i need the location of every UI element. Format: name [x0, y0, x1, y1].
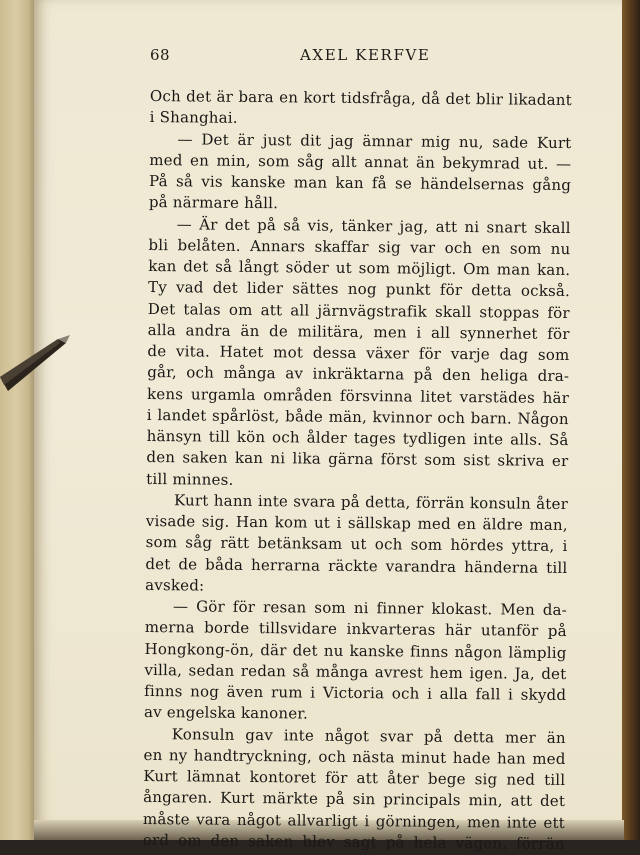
text-line: ångaren. Kurt märkte på sin principals min, att det: [143, 788, 566, 811]
text-line: finns nog även rum i Victoria och i alla fall i skydd: [144, 681, 567, 705]
text-line: av engelska kanoner.: [143, 703, 309, 723]
text-line: — Gör för resan som ni finner klokast. Men da-: [172, 597, 568, 620]
text-line: På så vis kanske man kan få se händelsernas gång: [149, 171, 572, 195]
text-line: till minnes.: [146, 469, 234, 489]
text-line: avsked:: [145, 575, 205, 595]
text-line: på närmare håll.: [148, 193, 279, 213]
text-line: en ny handtryckning, och nästa minut hade han med: [143, 745, 566, 768]
text-line: de vita. Hatet mot dessa växer för varje dag som: [147, 341, 570, 365]
text-line: merna borde tillsvidare inkvarteras här utanför på: [144, 618, 567, 641]
text-line: hänsyn till kön och ålder tages tydligen inte alls. Så: [146, 426, 569, 450]
pen-tip-icon: [0, 325, 74, 395]
text-line: Hongkong-ön, där det nu kanske finns någon lämplig: [144, 639, 567, 662]
page-header: [150, 46, 570, 68]
text-line: den saken kan ni lika gärna först som sist skriva er: [146, 448, 569, 471]
text-line: ord om den saken blev sagt på hela vägen, förrän: [142, 830, 565, 853]
text-line: i landet spårlöst, både män, kvinnor och barn. Någon: [146, 405, 569, 428]
text-line: som såg rätt betänksam ut och som hördes yttra, i: [145, 533, 568, 556]
text-line: villa, sedan redan så många avrest hem igen. Ja, det: [144, 660, 567, 683]
text-line: i Shanghai.: [149, 108, 238, 128]
text-line: med en min, som såg allt annat än bekymrad ut. —: [149, 150, 572, 173]
text-line: alla andra än de militära, men i all synnerhet för: [147, 320, 570, 343]
text-line: Konsuln gav inte något svar på detta mer än: [171, 724, 566, 747]
text-line: visade sig. Han kom ut i sällskap med en äldre man,: [145, 511, 568, 535]
text-line: Och det är bara en kort tidsfråga, då det blir likadant: [149, 86, 572, 110]
text-line: Kurt lämnat kontoret för att åter bege sig ned till: [143, 766, 566, 790]
text-line: Ty vad det lider sättes nog punkt för detta också.: [147, 278, 571, 301]
page-number: 68: [150, 46, 171, 64]
text-line: — Är det på så vis, tänker jag, att ni snart skall: [176, 214, 571, 237]
text-line: Det talas om att all järnvägstrafik skall stoppas för: [147, 299, 570, 322]
running-title: AXEL KERFVE: [300, 46, 431, 64]
body-text: [143, 86, 572, 855]
text-line: — Det är just dit jag ämnar mig nu, sade Kurt: [177, 129, 572, 152]
text-line: Kurt hann inte svara på detta, förrän konsuln åter: [173, 491, 569, 513]
text-line: kan det så långt söder ut som möjligt. Om man kan.: [148, 256, 571, 280]
text-line: måste vara något allvarligt i görningen, men inte ett: [142, 809, 566, 832]
page-edge-shadow: [622, 0, 640, 840]
text-line: det de båda herrarna räckte varandra händerna till: [145, 554, 568, 577]
text-line: bli belåten. Annars skaffar sig var och en som nu: [148, 235, 571, 258]
text-line: går, och många av inkräktarna på den heliga dra-: [147, 363, 570, 386]
text-line: kens urgamla områden försvinna litet varstädes här: [146, 384, 570, 407]
